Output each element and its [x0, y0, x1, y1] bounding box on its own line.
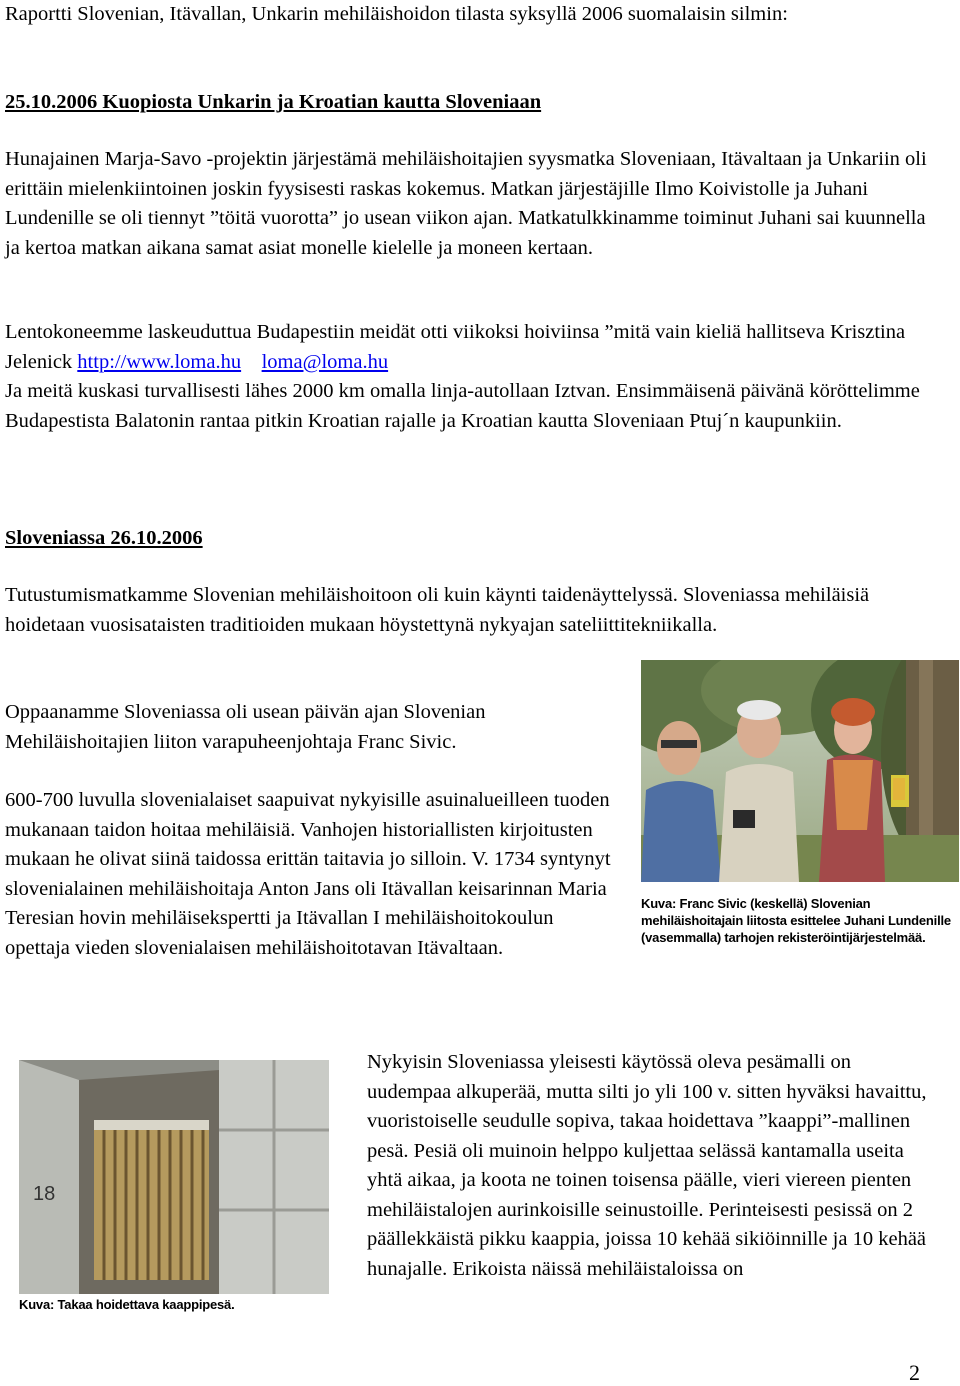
- photo-cabinet-hive: [19, 1060, 329, 1294]
- paragraph-slovenia-intro: Tutustumismatkamme Slovenian mehiläishoitoon oli kuin käynti taidenäyttelyssä. Sloveniassa mehiläisiä hoidetaan vuosisataisten traditioiden mukaan höystettynä nykyajan sateliittitekniikalla.: [5, 584, 870, 636]
- paragraph-arrival: [5, 318, 945, 436]
- report-title: Raportti Slovenian, Itävallan, Unkarin mehiläishoidon tilasta syksyllä 2006 suomalaisin silmin:: [5, 3, 788, 25]
- photo-franc-sivic-caption: Kuva: Franc Sivic (keskellä) Slovenian mehiläishoitajain liitosta esittelee Juhani Lundenille (vasemmalla) tarhojen rekisteröintijärjestelmää.: [641, 896, 951, 945]
- paragraph-guide: Oppaanamme Sloveniassa oli usean päivän ajan Slovenian Mehiläishoitajien liiton varapuheenjohtaja Franc Sivic.: [5, 701, 486, 753]
- link-loma-email[interactable]: loma@loma.hu: [261, 350, 389, 373]
- photo-franc-sivic: [641, 660, 959, 882]
- photo-cabinet-hive-caption: Kuva: Takaa hoidettava kaappipesä.: [19, 1297, 235, 1312]
- section-heading-travel: 25.10.2006 Kuopiosta Unkarin ja Kroatian kautta Sloveniaan: [5, 91, 542, 113]
- arrival-text-end: Ja meitä kuskasi turvallisesti lähes 2000 km omalla linja-autollaan Iztvan. Ensimmäisenä päivänä köröttelimme Budapestista Balatonin rantaa pitkin Kroatian rajalle ja Kroatian kautta Sloveniaan Ptuj´n kaupunkiin.: [5, 380, 920, 432]
- cabinet-hive-image: [19, 1060, 329, 1294]
- link-loma-website[interactable]: http://www.loma.hu: [77, 350, 242, 373]
- arrival-text-start: Lentokoneemme laskeuduttua Budapestiin meidät otti viikoksi hoiviinsa ”mitä vain kieliä hallitseva Krisztina Jelenick: [5, 321, 906, 373]
- paragraph-trip-intro: Hunajainen Marja-Savo -projektin järjestämä mehiläishoitajien syysmatka Sloveniaan, Itävaltaan ja Unkariin oli erittäin mielenkiintoinen joskin fyysisesti raskas kokemus. Matkan järjestäjille Ilmo Koivistolle ja Juhani Lundenille se oli tiennyt ”töitä vuorotta” jo usean viikon ajan. Matkatulkkinamme toiminut Juhani sai kuunnella ja kertoa matkan aikana samat asiat monelle kielelle ja moneen kertaan.: [5, 148, 927, 259]
- svg-text:18: 18: [33, 1183, 56, 1205]
- orchard-people-image: [641, 660, 959, 882]
- paragraph-hive-model: Nykyisin Sloveniassa yleisesti käytössä oleva pesämalli on uudempaa alkuperää, mutta silti jo yli 100 v. sitten hyväksi havaittu, vuoristoiselle seudulle sopiva, takaa hoidettava ”kaappi”-mallinen pesä. Pesiä oli muinoin helppo kuljettaa selässä kantamalla useita yhtä aikaa, ja koota ne toinen toisensa päälle, vieri viereen pienten mehiläistalojen aurinkoisille seinustoille. Perinteisesti pesissä on 2 päällekkäistä pikku kaappia, joissa 10 kehää sikiöinnille ja 10 kehää hunajalle. Erikoista näissä mehiläistaloissa on: [367, 1051, 927, 1280]
- page-number: 2: [909, 1360, 920, 1385]
- section-heading-slovenia: Sloveniassa 26.10.2006: [5, 527, 203, 549]
- paragraph-history: 600-700 luvulla slovenialaiset saapuivat nykyisille asuinalueilleen tuoden mukanaan taidon hoitaa mehiläisiä. Vanhojen historiallisten kirjoitusten mukaan he olivat siinä taidossa erittän taitavia jo silloin. V. 1734 syntynyt slovenialainen mehiläishoitaja Anton Jans oli Itävallan keisarinnan Maria Teresian hovin mehiläisekspertti ja Itävallan I mehiläishoitokoulun opettaja vieden slovenialaisen mehiläishoitotavan Itävaltaan.: [5, 789, 611, 959]
